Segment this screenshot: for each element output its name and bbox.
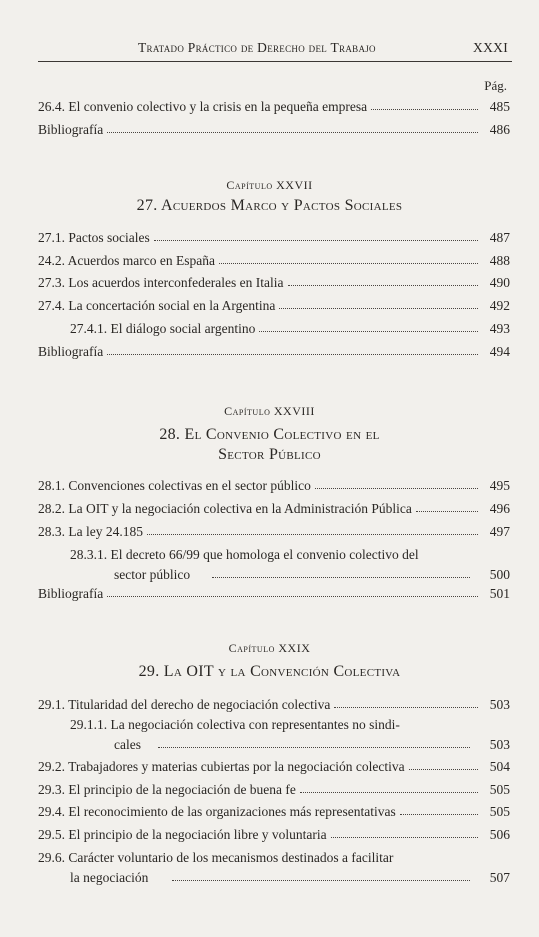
chapter-title: 29. La OIT y la Convención Colectiva bbox=[138, 663, 401, 680]
page-column-label: Pág. bbox=[484, 78, 507, 93]
entry-number: 27.3. bbox=[38, 275, 65, 290]
entry-number: 29.6. bbox=[38, 850, 65, 865]
toc-subentry[interactable] bbox=[70, 545, 510, 583]
entry-number: 28.1. bbox=[38, 478, 65, 493]
toc-entry[interactable] bbox=[38, 802, 510, 821]
toc-entry[interactable] bbox=[38, 97, 510, 116]
entry-number: 29.5. bbox=[38, 827, 65, 842]
entry-title-continuation: sector público bbox=[114, 567, 191, 582]
entry-page: 496 bbox=[489, 501, 510, 516]
entry-title: Carácter voluntario de los mecanismos destinados a facilitar bbox=[68, 850, 394, 865]
entry-title: Trabajadores y materias cubiertas por la negociación colectiva bbox=[68, 759, 405, 774]
chapter-title-line1: 28. El Convenio Colectivo en el bbox=[159, 426, 380, 443]
entry-title: Titularidad del derecho de negociación colectiva bbox=[68, 697, 331, 712]
entry-title: Bibliografía bbox=[38, 344, 104, 359]
entry-page: 490 bbox=[489, 275, 510, 290]
entry-page: 486 bbox=[489, 122, 510, 137]
entry-number: 29.1.1. bbox=[70, 717, 108, 732]
toc-entry[interactable] bbox=[38, 780, 510, 799]
leader-dots bbox=[147, 522, 478, 535]
entry-number: 24.2. bbox=[38, 253, 65, 268]
entry-title: La concertación social en la Argentina bbox=[68, 298, 276, 313]
entry-title: El decreto 66/99 que homologa el convenio colectivo del bbox=[110, 547, 419, 562]
leader-dots bbox=[212, 565, 470, 578]
entry-number: 29.2. bbox=[38, 759, 65, 774]
entry-page: 494 bbox=[489, 344, 510, 359]
entry-title: Convenciones colectivas en el sector público bbox=[68, 478, 311, 493]
entry-page: 507 bbox=[489, 870, 510, 885]
entry-page: 503 bbox=[489, 737, 510, 752]
leader-dots bbox=[158, 735, 470, 748]
leader-dots bbox=[172, 868, 470, 881]
leader-dots bbox=[331, 825, 478, 838]
entry-title: La negociación colectiva con representantes no sindi- bbox=[110, 717, 400, 732]
toc-entry[interactable] bbox=[38, 522, 510, 541]
leader-dots bbox=[315, 476, 478, 489]
toc-entry[interactable] bbox=[38, 476, 510, 495]
entry-title: Los acuerdos interconfederales en Italia bbox=[68, 275, 284, 290]
chapter-label: Capítulo XXVII bbox=[226, 178, 313, 192]
entry-page: 505 bbox=[489, 782, 510, 797]
entry-page: 492 bbox=[489, 298, 510, 313]
entry-title-continuation: la negociación bbox=[70, 870, 149, 885]
leader-dots bbox=[300, 780, 478, 793]
leader-dots bbox=[409, 757, 478, 770]
entry-page: 501 bbox=[489, 586, 510, 601]
leader-dots bbox=[154, 228, 478, 241]
leader-dots bbox=[219, 251, 478, 264]
entry-number: 29.1. bbox=[38, 697, 65, 712]
entry-number: 27.4. bbox=[38, 298, 65, 313]
entry-title: El convenio colectivo y la crisis en la pequeña empresa bbox=[68, 99, 368, 114]
toc-entry[interactable] bbox=[38, 296, 510, 315]
leader-dots bbox=[107, 342, 478, 355]
chapter-title: 27. Acuerdos Marco y Pactos Sociales bbox=[136, 197, 403, 214]
entry-number: 27.4.1. bbox=[70, 321, 108, 336]
leader-dots bbox=[371, 97, 478, 110]
chapter-label: Capítulo XXIX bbox=[228, 641, 311, 655]
entry-title: El diálogo social argentino bbox=[110, 321, 256, 336]
entry-title: El principio de la negociación de buena fe bbox=[68, 782, 296, 797]
leader-dots bbox=[107, 120, 478, 133]
chapter-title-line2: Sector Público bbox=[218, 446, 321, 463]
toc-entry[interactable] bbox=[38, 695, 510, 714]
entry-page: 493 bbox=[489, 321, 510, 336]
toc-subentry[interactable] bbox=[70, 319, 510, 338]
entry-title: Pactos sociales bbox=[68, 230, 150, 245]
entry-title: La OIT y la negociación colectiva en la Administración Pública bbox=[68, 501, 412, 516]
entry-page: 488 bbox=[489, 253, 510, 268]
leader-dots bbox=[400, 802, 478, 815]
entry-title: El principio de la negociación libre y voluntaria bbox=[68, 827, 327, 842]
page-number: XXXI bbox=[473, 40, 508, 55]
toc-entry[interactable] bbox=[38, 757, 510, 776]
toc-subentry[interactable] bbox=[70, 715, 510, 753]
header-rule bbox=[38, 61, 512, 62]
entry-page: 495 bbox=[489, 478, 510, 493]
entry-title: La ley 24.185 bbox=[68, 524, 143, 539]
entry-title: El reconocimiento de las organizaciones más representativas bbox=[68, 804, 396, 819]
entry-page: 504 bbox=[489, 759, 510, 774]
entry-number: 28.2. bbox=[38, 501, 65, 516]
entry-title: Bibliografía bbox=[38, 586, 104, 601]
chapter-label: Capítulo XXVIII bbox=[224, 404, 315, 418]
entry-title: Acuerdos marco en España bbox=[67, 253, 215, 268]
leader-dots bbox=[259, 319, 478, 332]
entry-page: 503 bbox=[489, 697, 510, 712]
entry-page: 506 bbox=[489, 827, 510, 842]
toc-entry[interactable] bbox=[38, 120, 510, 139]
toc-entry[interactable] bbox=[38, 825, 510, 844]
toc-entry[interactable] bbox=[38, 342, 510, 361]
entry-page: 505 bbox=[489, 804, 510, 819]
entry-page: 487 bbox=[489, 230, 510, 245]
entry-number: 28.3. bbox=[38, 524, 65, 539]
toc-entry[interactable] bbox=[38, 848, 510, 888]
entry-number: 29.3. bbox=[38, 782, 65, 797]
leader-dots bbox=[107, 584, 478, 597]
toc-entry[interactable] bbox=[38, 251, 510, 270]
toc-entry[interactable] bbox=[38, 273, 510, 292]
leader-dots bbox=[288, 273, 478, 286]
running-title: Tratado Práctico de Derecho del Trabajo bbox=[138, 40, 376, 55]
leader-dots bbox=[416, 499, 478, 512]
entry-number: 28.3.1. bbox=[70, 547, 108, 562]
entry-title-continuation: cales bbox=[114, 737, 141, 752]
entry-page: 500 bbox=[489, 567, 510, 582]
entry-number: 29.4. bbox=[38, 804, 65, 819]
entry-title: Bibliografía bbox=[38, 122, 104, 137]
entry-number: 26.4. bbox=[38, 99, 65, 114]
toc-entry[interactable] bbox=[38, 499, 510, 518]
toc-entry[interactable] bbox=[38, 228, 510, 247]
entry-page: 485 bbox=[489, 99, 510, 114]
leader-dots bbox=[334, 695, 478, 708]
entry-number: 27.1. bbox=[38, 230, 65, 245]
leader-dots bbox=[279, 296, 478, 309]
entry-page: 497 bbox=[489, 524, 510, 539]
toc-entry[interactable] bbox=[38, 584, 510, 603]
